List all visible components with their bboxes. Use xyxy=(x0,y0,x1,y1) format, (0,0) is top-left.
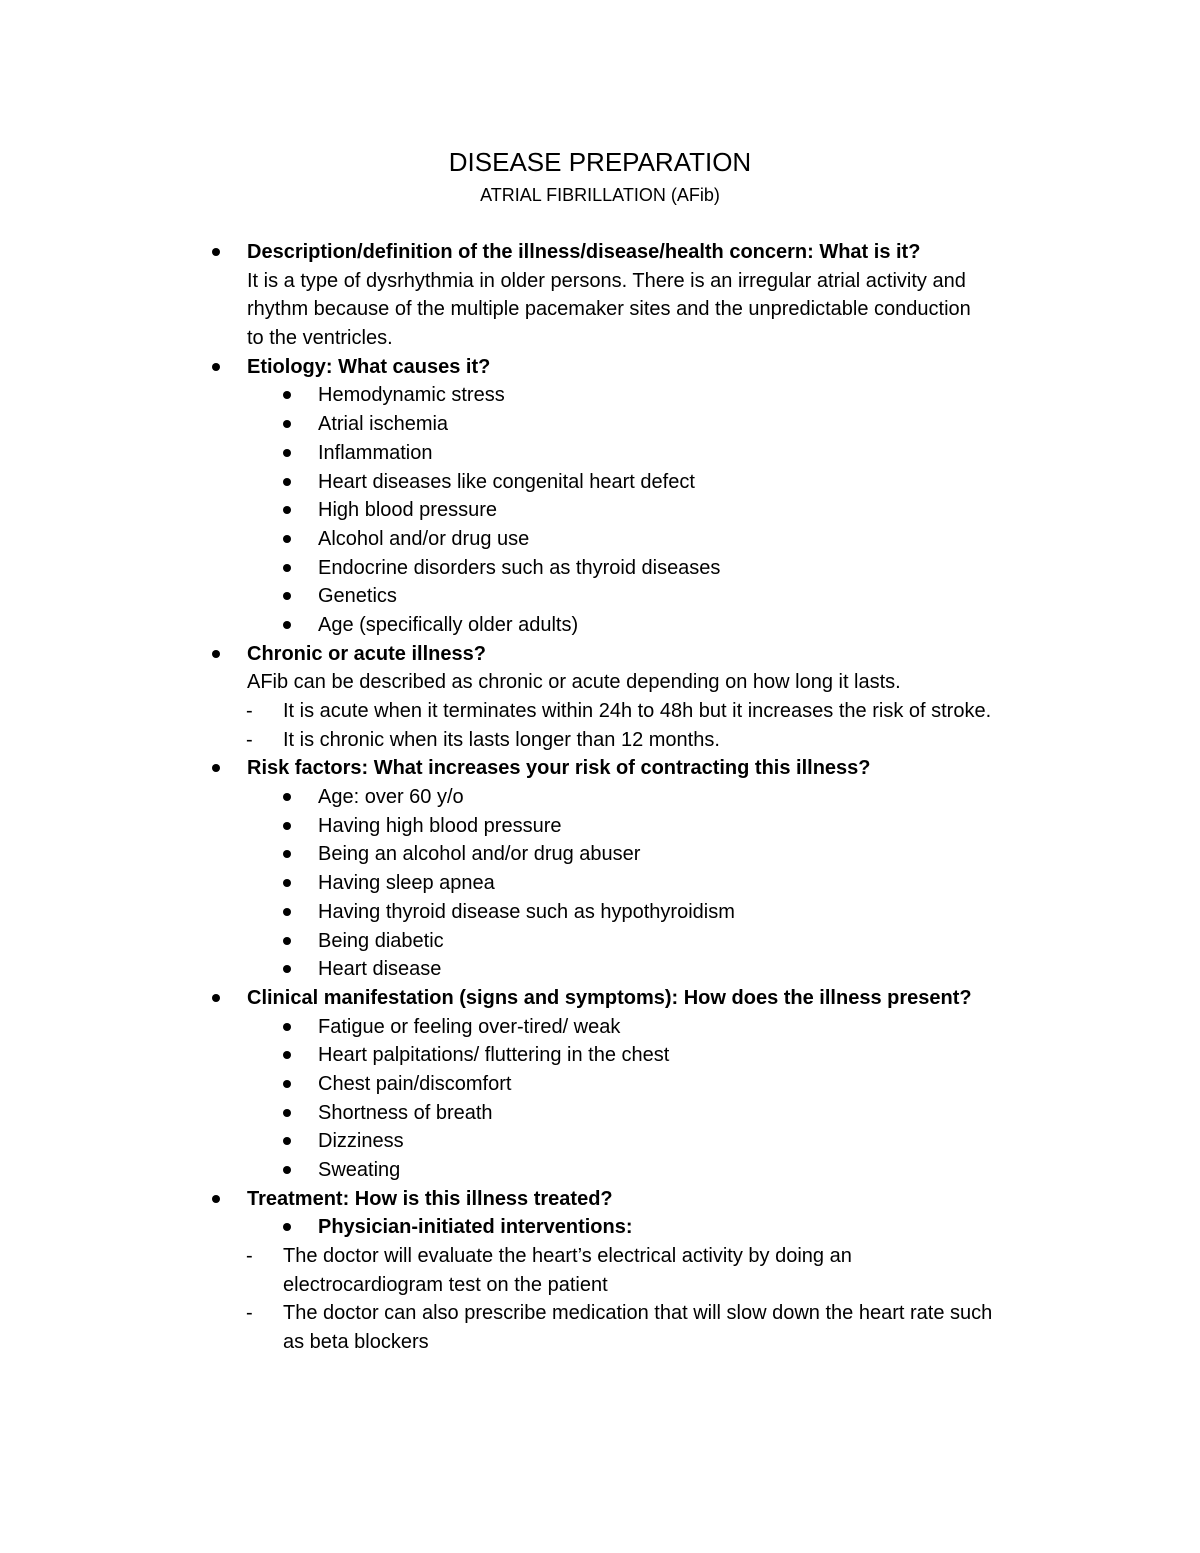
bullet-icon xyxy=(283,937,291,945)
list-item xyxy=(0,1070,1200,1099)
bullet-icon xyxy=(283,1051,291,1059)
list-item xyxy=(0,898,1200,927)
bullet-icon xyxy=(283,1166,291,1174)
list-item-text: Age: over 60 y/o xyxy=(318,786,464,809)
list-item-text: Dizziness xyxy=(318,1130,404,1153)
bullet-icon xyxy=(283,506,291,514)
bullet-icon xyxy=(283,478,291,486)
bullet-icon xyxy=(212,994,220,1002)
list-item-text: Being diabetic xyxy=(318,929,444,952)
dash-item-continuation xyxy=(0,1328,1200,1357)
list-item-text: Fatigue or feeling over-tired/ weak xyxy=(318,1015,621,1038)
list-item-text: Genetics xyxy=(318,585,397,608)
dash-icon: - xyxy=(246,1245,253,1268)
bullet-icon xyxy=(212,363,220,371)
list-item-text: Alcohol and/or drug use xyxy=(318,527,530,550)
list-item xyxy=(0,1099,1200,1128)
heading-text: Etiology: What causes it? xyxy=(247,355,491,378)
dash-item xyxy=(0,697,1200,726)
bullet-icon xyxy=(283,420,291,428)
bullet-icon xyxy=(283,449,291,457)
dash-icon: - xyxy=(246,700,253,722)
bullet-icon xyxy=(212,764,220,772)
dash-item-continuation xyxy=(0,1271,1200,1300)
section-heading-etiology xyxy=(0,353,1200,382)
dash-item-text: It is chronic when its lasts longer than 12 months. xyxy=(283,728,720,751)
list-item xyxy=(0,439,1200,468)
dash-item-text: as beta blockers xyxy=(283,1331,429,1354)
section-heading-chronic-acute xyxy=(0,640,1200,669)
paragraph-line xyxy=(0,668,1200,697)
list-item xyxy=(0,1156,1200,1185)
section-heading-clinical xyxy=(0,984,1200,1013)
paragraph-text: to the ventricles. xyxy=(247,327,393,350)
bullet-icon xyxy=(212,248,220,256)
bullet-icon xyxy=(283,1109,291,1117)
dash-item-text: The doctor can also prescribe medication that will slow down the heart rate such xyxy=(283,1302,993,1325)
list-item xyxy=(0,410,1200,439)
list-item xyxy=(0,927,1200,956)
list-item-text: Being an alcohol and/or drug abuser xyxy=(318,843,641,866)
list-item xyxy=(0,611,1200,640)
dash-item xyxy=(0,726,1200,755)
list-item-text: Inflammation xyxy=(318,441,433,464)
page-title: DISEASE PREPARATION xyxy=(448,147,752,177)
bullet-icon xyxy=(283,564,291,572)
heading-text: Clinical manifestation (signs and symptoms): How does the illness present? xyxy=(247,986,972,1009)
list-item-text: Sweating xyxy=(318,1159,401,1181)
bullet-icon xyxy=(283,1023,291,1031)
list-item xyxy=(0,525,1200,554)
bullet-icon xyxy=(283,535,291,543)
list-item-text: Age (specifically older adults) xyxy=(318,613,579,636)
bullet-icon xyxy=(283,822,291,830)
bullet-icon xyxy=(212,650,220,658)
list-item-text: Atrial ischemia xyxy=(318,413,449,436)
heading-text: Description/definition of the illness/disease/health concern: What is it? xyxy=(247,241,921,263)
dash-icon: - xyxy=(246,728,253,751)
dash-item xyxy=(0,1299,1200,1328)
bullet-icon xyxy=(283,793,291,801)
list-item-text: Endocrine disorders such as thyroid diseases xyxy=(318,556,721,579)
list-item-text: Heart diseases like congenital heart defect xyxy=(318,470,695,493)
list-item xyxy=(0,468,1200,497)
bullet-icon xyxy=(283,850,291,858)
bullet-icon xyxy=(283,621,291,629)
paragraph-text: AFib can be described as chronic or acute depending on how long it lasts. xyxy=(247,671,901,694)
list-item xyxy=(0,554,1200,583)
sub-heading-physician xyxy=(0,1213,1200,1242)
section-heading-risk-factors xyxy=(0,754,1200,783)
page-subtitle: ATRIAL FIBRILLATION (AFib) xyxy=(480,185,720,205)
dash-icon: - xyxy=(246,1302,253,1325)
bullet-icon xyxy=(283,391,291,399)
heading-text: Treatment: How is this illness treated? xyxy=(247,1187,613,1210)
paragraph-line xyxy=(0,324,1200,353)
list-item xyxy=(0,582,1200,611)
paragraph-line xyxy=(0,267,1200,296)
list-item-text: Shortness of breath xyxy=(318,1101,493,1124)
list-item xyxy=(0,496,1200,525)
list-item xyxy=(0,955,1200,984)
list-item-text: Heart palpitations/ fluttering in the chest xyxy=(318,1044,670,1067)
list-item-text: Having high blood pressure xyxy=(318,814,562,837)
bullet-icon xyxy=(283,965,291,973)
list-item xyxy=(0,783,1200,812)
list-item-text: Hemodynamic stress xyxy=(318,384,505,407)
list-item-text: Heart disease xyxy=(318,958,442,981)
bullet-icon xyxy=(212,1195,220,1203)
bullet-icon xyxy=(283,879,291,887)
section-heading-description xyxy=(0,238,1200,267)
list-item-text: Chest pain/discomfort xyxy=(318,1072,512,1095)
dash-item-text: It is acute when it terminates within 24h to 48h but it increases the risk of stroke. xyxy=(283,700,992,722)
bullet-icon xyxy=(283,592,291,600)
bullet-icon xyxy=(283,1223,291,1231)
bullet-icon xyxy=(283,1137,291,1145)
dash-item-text: The doctor will evaluate the heart’s electrical activity by doing an xyxy=(283,1245,852,1268)
document-body xyxy=(0,238,1200,1357)
list-item xyxy=(0,1127,1200,1156)
list-item-text: Having thyroid disease such as hypothyroidism xyxy=(318,900,735,923)
section-heading-treatment xyxy=(0,1185,1200,1214)
list-item-text: High blood pressure xyxy=(318,499,497,522)
sub-heading-text: Physician-initiated interventions: xyxy=(318,1216,633,1239)
list-item xyxy=(0,869,1200,898)
paragraph-text: rhythm because of the multiple pacemaker sites and the unpredictable conduction xyxy=(247,298,971,321)
list-item xyxy=(0,381,1200,410)
paragraph-text: It is a type of dysrhythmia in older persons. There is an irregular atrial activity and xyxy=(247,269,966,292)
paragraph-line xyxy=(0,295,1200,324)
list-item xyxy=(0,840,1200,869)
bullet-icon xyxy=(283,908,291,916)
list-item xyxy=(0,1041,1200,1070)
dash-item xyxy=(0,1242,1200,1271)
list-item xyxy=(0,1013,1200,1042)
list-item-text: Having sleep apnea xyxy=(318,872,495,895)
dash-item-text: electrocardiogram test on the patient xyxy=(283,1273,608,1296)
heading-text: Risk factors: What increases your risk of contracting this illness? xyxy=(247,757,871,780)
list-item xyxy=(0,812,1200,841)
heading-text: Chronic or acute illness? xyxy=(247,642,486,665)
bullet-icon xyxy=(283,1080,291,1088)
